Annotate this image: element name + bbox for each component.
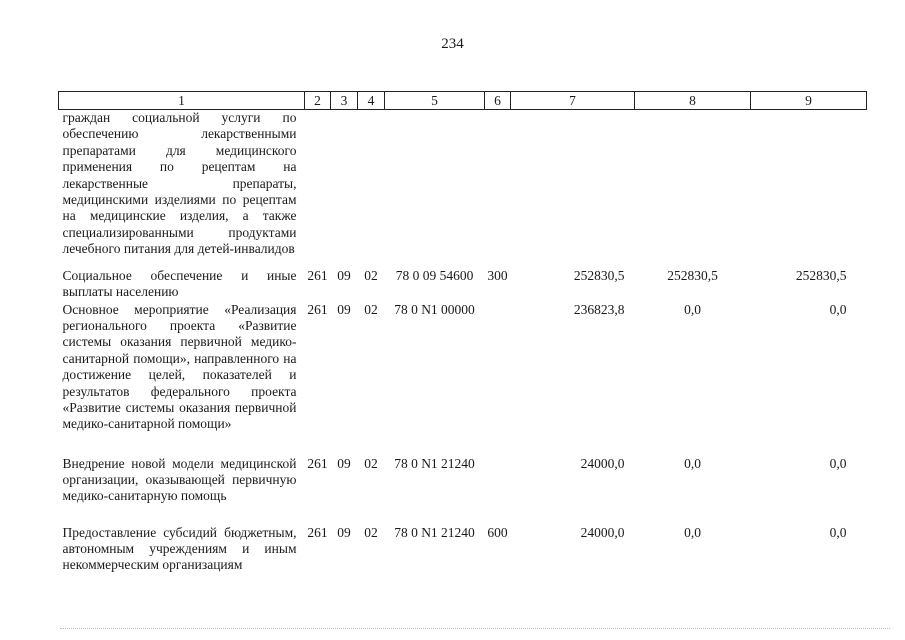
- cell-expense-type: [485, 302, 511, 456]
- cell-amount-col8: 252830,5: [667, 267, 718, 283]
- cell-amount-col8: 0,0: [684, 524, 701, 540]
- row-description: Предоставление субсидий бюджетным, автономным учреждениям и иным некоммерческим организациям: [62, 524, 297, 573]
- cell-section: 09: [337, 267, 351, 283]
- column-header-9: 9: [751, 92, 867, 110]
- cell-subsection: 02: [364, 301, 378, 317]
- cell-target-article: [385, 110, 485, 268]
- row-description: граждан социальной услуги по обеспечению лекарственными препаратами для медицинского применения по рецептам на лекарственные препараты, медицинскими изделиями по рецептам на медицинские изделия, а также специализированными продуктами лечебного питания для детей-инвалидов: [62, 110, 297, 257]
- table-row: [59, 268, 867, 302]
- table-row: [59, 456, 867, 525]
- cell-target-article: 78 0 N1 21240: [394, 524, 475, 540]
- cell-expense-type: [485, 456, 511, 525]
- cell-amount-col7: [511, 110, 635, 268]
- table-row: [59, 110, 867, 268]
- column-header-8: 8: [635, 92, 751, 110]
- cell-amount-col9: [751, 110, 867, 268]
- cell-section: 09: [337, 455, 351, 471]
- cell-amount-col7: 24000,0: [580, 524, 625, 540]
- cell-expense-type: 600: [487, 524, 508, 540]
- table-row: [59, 525, 867, 591]
- row-description: Социальное обеспечение и иные выплаты населению: [62, 267, 297, 299]
- cell-target-article: 78 0 N1 00000: [394, 301, 475, 317]
- cell-amount-col9: 0,0: [829, 455, 847, 471]
- cell-target-article: 78 0 09 54600: [395, 267, 474, 283]
- row-description: Основное мероприятие «Реализация регионального проекта «Развитие системы оказания первичной медико-санитарной помощи», направленного на достижение целей, показателей и результатов федерального проекта «Развитие системы оказания первичной медико-санитарной помощи»: [62, 301, 297, 432]
- cell-subsection: 02: [364, 455, 378, 471]
- budget-table: [58, 91, 867, 591]
- column-header-1: 1: [59, 92, 305, 110]
- cell-ministry-code: 261: [307, 455, 328, 471]
- page-number: 234: [441, 36, 464, 52]
- cell-subsection: [358, 110, 385, 268]
- cell-ministry-code: 261: [307, 524, 328, 540]
- cell-section: 09: [337, 524, 351, 540]
- column-header-6: 6: [485, 92, 511, 110]
- cell-amount-col7: 236823,8: [573, 301, 625, 317]
- table-header-row: [59, 92, 867, 110]
- cell-amount-col8: [635, 110, 751, 268]
- table-row: [59, 302, 867, 456]
- cell-amount-col9: 252830,5: [795, 267, 847, 283]
- cell-ministry-code: 261: [307, 301, 328, 317]
- column-header-3: 3: [331, 92, 358, 110]
- cell-amount-col7: 24000,0: [580, 455, 625, 471]
- cell-amount-col8: 0,0: [684, 301, 701, 317]
- cell-ministry-code: [305, 110, 331, 268]
- column-header-7: 7: [511, 92, 635, 110]
- cell-amount-col8: 0,0: [684, 455, 701, 471]
- row-description: Внедрение новой модели медицинской организации, оказывающей первичную медико-санитарную помощь: [62, 455, 297, 504]
- cell-section: [331, 110, 358, 268]
- cell-amount-col9: 0,0: [829, 301, 847, 317]
- cell-section: 09: [337, 301, 351, 317]
- cell-amount-col7: 252830,5: [573, 267, 625, 283]
- cell-expense-type: 300: [487, 267, 508, 283]
- column-header-2: 2: [305, 92, 331, 110]
- column-header-5: 5: [385, 92, 485, 110]
- scan-noise-divider: [60, 628, 890, 631]
- cell-expense-type: [485, 110, 511, 268]
- cell-ministry-code: 261: [307, 267, 328, 283]
- cell-amount-col9: 0,0: [829, 524, 847, 540]
- column-header-4: 4: [358, 92, 385, 110]
- cell-target-article: 78 0 N1 21240: [394, 455, 475, 471]
- cell-subsection: 02: [364, 524, 378, 540]
- cell-subsection: 02: [364, 267, 378, 283]
